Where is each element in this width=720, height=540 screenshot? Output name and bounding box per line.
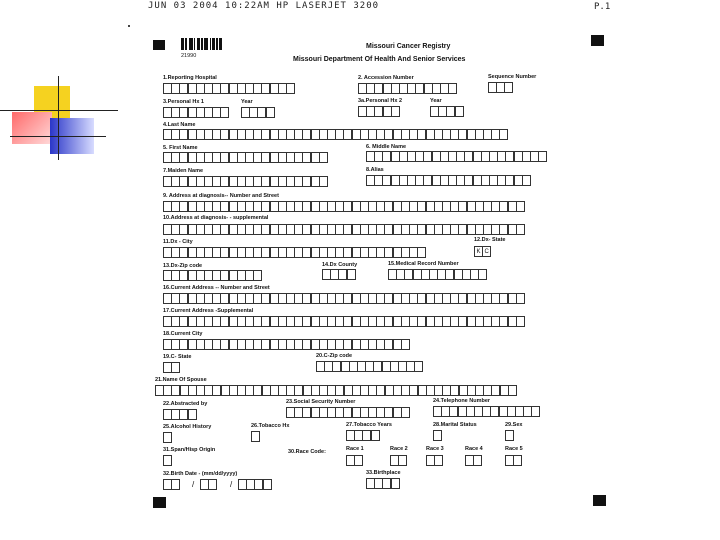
fax-speck <box>128 25 130 27</box>
accession-number-boxes[interactable] <box>358 83 456 94</box>
label-race-1: Race 1 <box>346 446 364 452</box>
char-box[interactable] <box>253 270 262 281</box>
char-box[interactable] <box>171 362 180 373</box>
birth-day-boxes[interactable] <box>200 479 216 490</box>
birth-date-separator: / <box>192 480 195 489</box>
char-box[interactable] <box>401 407 410 418</box>
current-city-boxes[interactable] <box>163 339 409 350</box>
char-box[interactable] <box>455 106 464 117</box>
dx-state-boxes[interactable] <box>474 246 490 257</box>
char-box[interactable] <box>505 430 514 441</box>
fax-page-number: P.1 <box>594 2 611 12</box>
form-title-registry: Missouri Cancer Registry <box>366 43 451 50</box>
label-current-address-supplemental: 17.Current Address -Supplemental <box>163 308 254 314</box>
label-personal-hx-1-year: Year <box>241 99 253 105</box>
telephone-number-boxes[interactable] <box>433 406 540 417</box>
char-box[interactable] <box>347 269 356 280</box>
char-box[interactable] <box>319 152 328 163</box>
current-zip-boxes[interactable] <box>316 361 423 372</box>
form-title-department: Missouri Department Of Health And Senior Services <box>293 56 466 63</box>
label-address-supplemental: 10.Address at diagnosis- - supplemental <box>163 215 269 221</box>
label-race-5: Race 5 <box>505 446 523 452</box>
char-box[interactable] <box>263 479 272 490</box>
label-first-name: 5. First Name <box>163 145 198 151</box>
char-box[interactable] <box>516 201 525 212</box>
char-box[interactable] <box>354 455 363 466</box>
label-name-of-spouse: 21.Name Of Spouse <box>155 377 207 383</box>
label-sequence-number: Sequence Number <box>488 74 537 80</box>
char-box[interactable] <box>478 269 487 280</box>
race-2-boxes[interactable] <box>390 455 406 466</box>
last-name-boxes[interactable] <box>163 129 508 140</box>
fax-header-line: JUN 03 2004 10:22AM HP LASERJET 3200 <box>148 1 380 11</box>
registration-mark-bottom-right <box>593 495 606 506</box>
label-abstracted-by: 22.Abstracted by <box>163 401 208 407</box>
medical-record-number-boxes[interactable] <box>388 269 486 280</box>
label-personal-hx-2-year: Year <box>430 98 442 104</box>
label-accession-number: 2. Accession Number <box>358 75 414 81</box>
form-barcode <box>181 38 222 50</box>
char-box[interactable] <box>398 455 407 466</box>
personal-hx-1-boxes[interactable] <box>163 107 229 118</box>
name-of-spouse-boxes[interactable] <box>155 385 516 396</box>
char-box[interactable] <box>401 339 410 350</box>
label-telephone-number: 24.Telephone Number <box>433 398 491 404</box>
char-box[interactable] <box>251 431 260 442</box>
label-medical-record-number: 15.Medical Record Number <box>388 261 459 267</box>
birth-year-boxes[interactable] <box>238 479 271 490</box>
abstracted-by-boxes[interactable] <box>163 409 196 420</box>
label-address-at-diagnosis: 9. Address at diagnosis-- Number and Street <box>163 193 279 199</box>
char-box[interactable] <box>188 409 197 420</box>
label-last-name: 4.Last Name <box>163 122 196 128</box>
char-box[interactable] <box>391 106 400 117</box>
registration-mark-top-left <box>153 40 165 50</box>
char-box[interactable] <box>434 455 443 466</box>
char-box[interactable] <box>516 316 525 327</box>
label-sex: 29.Sex <box>505 422 523 428</box>
label-reporting-hospital: 1.Reporting Hospital <box>163 75 217 81</box>
birth-month-boxes[interactable] <box>163 479 179 490</box>
char-box[interactable] <box>448 83 457 94</box>
race-4-boxes[interactable] <box>465 455 481 466</box>
label-social-security-number: 23.Social Security Number <box>286 399 356 405</box>
tobacco-years-boxes[interactable] <box>346 430 379 441</box>
label-race-2: Race 2 <box>390 446 408 452</box>
social-security-number-boxes[interactable] <box>286 407 409 418</box>
label-span-hisp-origin: 31.Span/Hisp Origin <box>163 447 216 453</box>
char-box[interactable] <box>371 430 380 441</box>
label-current-address: 16.Current Address -- Number and Street <box>163 285 270 291</box>
personal-hx-2-boxes[interactable] <box>358 106 399 117</box>
char-box[interactable] <box>522 175 531 186</box>
label-birth-date: 32.Birth Date - (mm/dd/yyyy) <box>163 471 238 477</box>
char-box[interactable] <box>171 479 180 490</box>
char-box[interactable] <box>513 455 522 466</box>
char-box[interactable] <box>414 361 423 372</box>
label-race-4: Race 4 <box>465 446 483 452</box>
char-box[interactable]: C <box>482 246 491 257</box>
char-box[interactable] <box>208 479 217 490</box>
race-1-boxes[interactable] <box>346 455 362 466</box>
label-marital-status: 28.Marital Status <box>433 422 477 428</box>
dx-zip-boxes[interactable] <box>163 270 261 281</box>
label-dx-city: 11.Dx - City <box>163 239 193 245</box>
birth-date-separator: / <box>230 480 233 489</box>
span-hisp-origin-boxes[interactable] <box>163 455 171 466</box>
label-dx-county: 14.Dx County <box>322 262 358 268</box>
barcode-number: 21990 <box>181 53 197 59</box>
dx-county-boxes[interactable] <box>322 269 355 280</box>
personal-hx-2-year-boxes[interactable] <box>430 106 463 117</box>
sequence-number-boxes[interactable] <box>488 82 513 93</box>
label-alcohol-history: 25.Alcohol History <box>163 424 212 430</box>
current-state-boxes[interactable] <box>163 362 179 373</box>
label-personal-hx-1: 3.Personal Hx 1 <box>163 99 204 105</box>
reporting-hospital-boxes[interactable] <box>163 83 294 94</box>
birthplace-boxes[interactable] <box>366 478 399 489</box>
label-middle-name: 6. Middle Name <box>366 144 407 150</box>
current-address-boxes[interactable] <box>163 293 524 304</box>
label-current-city: 18.Current City <box>163 331 203 337</box>
label-maiden-name: 7.Maiden Name <box>163 168 204 174</box>
char-box[interactable] <box>163 432 172 443</box>
alias-boxes[interactable] <box>366 175 530 186</box>
personal-hx-1-year-boxes[interactable] <box>241 107 274 118</box>
label-current-state: 19.C- State <box>163 354 192 360</box>
char-box[interactable] <box>531 406 540 417</box>
tobacco-hx-boxes[interactable] <box>251 431 259 442</box>
char-box[interactable] <box>391 478 400 489</box>
char-box[interactable] <box>504 82 513 93</box>
label-dx-zip: 13.Dx-Zip code <box>163 263 203 269</box>
char-box[interactable] <box>266 107 275 118</box>
sex-boxes[interactable] <box>505 430 513 441</box>
dx-city-boxes[interactable] <box>163 247 426 258</box>
char-box[interactable] <box>286 83 295 94</box>
maiden-name-boxes[interactable] <box>163 176 327 187</box>
label-tobacco-years: 27.Tobacco Years <box>346 422 392 428</box>
label-race-3: Race 3 <box>426 446 444 452</box>
char-box[interactable] <box>538 151 547 162</box>
marital-status-boxes[interactable] <box>433 430 441 441</box>
middle-name-boxes[interactable] <box>366 151 546 162</box>
label-current-zip: 20.C-Zip code <box>316 353 353 359</box>
label-race-code: 30.Race Code: <box>288 449 326 455</box>
label-tobacco-hx: 26.Tobacco Hx <box>251 423 290 429</box>
char-box[interactable] <box>516 293 525 304</box>
char-box[interactable] <box>516 224 525 235</box>
char-box[interactable] <box>499 129 508 140</box>
label-dx-state: 12.Dx- State <box>474 237 506 243</box>
char-box[interactable] <box>508 385 517 396</box>
label-birthplace: 33.Birthplace <box>366 470 401 476</box>
registration-mark-bottom-left <box>153 497 166 508</box>
alcohol-history-boxes[interactable] <box>163 432 171 443</box>
address-supplemental-boxes[interactable] <box>163 224 524 235</box>
char-box[interactable] <box>473 455 482 466</box>
registration-mark-top-right <box>591 35 604 46</box>
address-at-diagnosis-boxes[interactable] <box>163 201 524 212</box>
char-box[interactable] <box>417 247 426 258</box>
char-box[interactable] <box>220 107 229 118</box>
race-3-boxes[interactable] <box>426 455 442 466</box>
race-5-boxes[interactable] <box>505 455 521 466</box>
char-box[interactable] <box>319 176 328 187</box>
label-alias: 8.Alias <box>366 167 384 173</box>
first-name-boxes[interactable] <box>163 152 327 163</box>
char-box[interactable] <box>163 455 172 466</box>
label-personal-hx-2: 3a.Personal Hx 2 <box>358 98 403 104</box>
current-address-supplemental-boxes[interactable] <box>163 316 524 327</box>
char-box[interactable]: K <box>474 246 483 257</box>
char-box[interactable] <box>433 430 442 441</box>
decorative-squares-graphic <box>0 0 120 170</box>
